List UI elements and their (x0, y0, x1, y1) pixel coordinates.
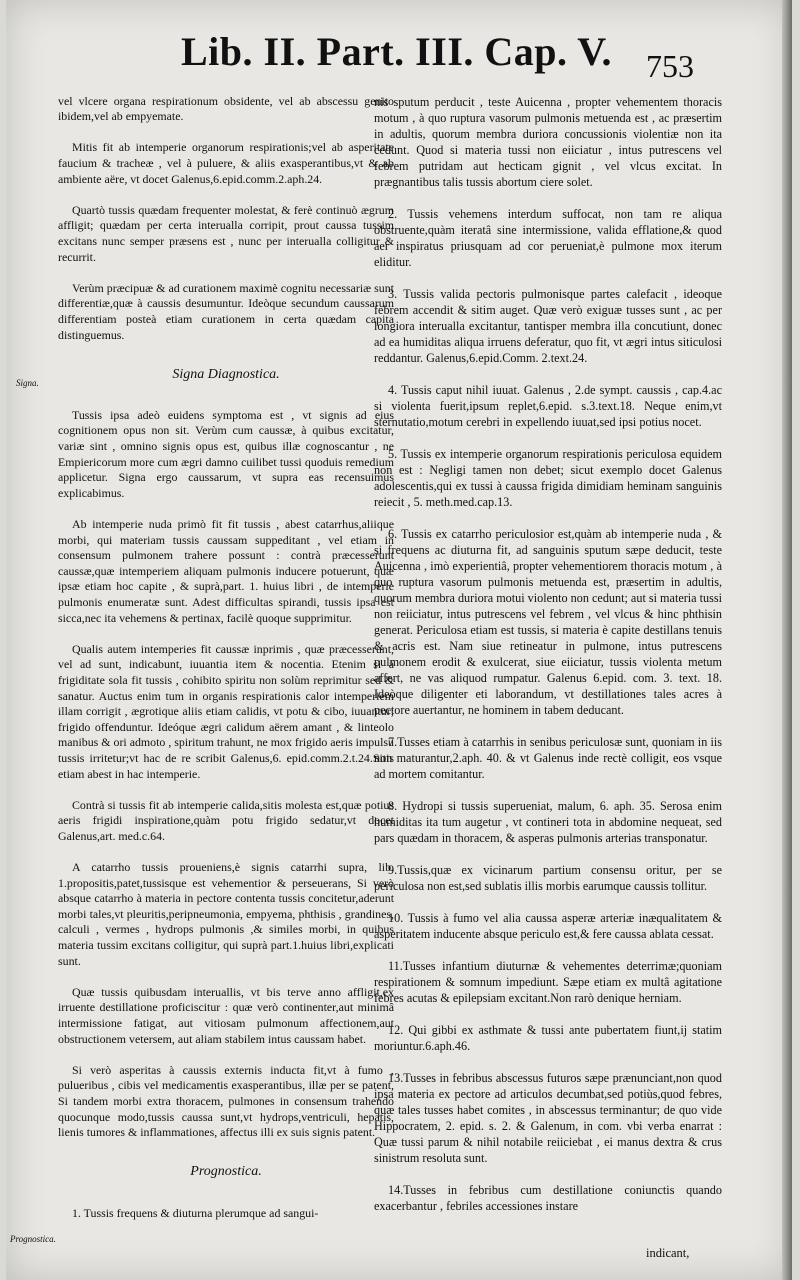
paragraph: 6. Tussis ex catarrho periculosior est,quàm ab intemperie nuda , & si frequens ac diuturna fit, ad sanguinis sputum sæpe deducit, teste Auicenna , imò experientiâ, propter vehementiorem thoracis motum , à quo ruptura vasorum pulmonis metuenda est, præsertim in adultis, quorum membra duriora motui violento non cedunt; aut si materia tussi non reiiciatur, intus putrescens vel febrem , vel vlcus & hinc phthisin generat. Periculosa etiam est tussis, si materia è capite destillans tenuis & acris est. Nam siue retineatur in pulmone, intus putrescens pulmonem erodit & exulcerat, siue eiiciatur, tussis violenta metum affert, ne vas aliquod rumpatur. Galenus 6.epid. com. 3. text. 18. Ideòque diligenter eti laborandum, vt destillationes tales acres à pectore auertantur, ne hominem in tabem deducant. (374, 527, 722, 717)
section-heading-signa: Signa Diagnostica. (172, 366, 280, 382)
paragraph: 5. Tussis ex intemperie organorum respirationis periculosa equidem non est : Negligi tamen non debet; sicut exemplo docet Galenus adolescentis,qui ex tussi à caussa frigida dimidiam heminam sanguinis reiecit , 5. meth.med.cap.13. (374, 447, 722, 509)
paragraph: Quæ tussis quibusdam interuallis, vt bis terve anno affligit,ex irruente destillatione proficiscitur : quæ verò continenter,aut minimâ intermissione fatigat, aut vitiosam pulmonum affectionem,aut obstructionem vetersem, aut aliam stabilem intus caussam habet. (58, 984, 394, 1046)
paragraph: Quartò tussis quædam frequenter molestat, & ferè continuò ægrum affligit; quædam per certa interualla corripit, prout caussa tussim excitans nunc semper præsens est , nunc per interualla colligitur & recurrit. (58, 202, 394, 264)
paragraph: Si verò asperitas à caussis externis inducta fit,vt à fumo , pulueribus , cibis vel medicamentis exasperantibus, illæ per se patent, Si tandem morbi extra thoracem, pulmones in consensum trahendo quocunque modo,tussis caussa sunt,vt hydrops,ventriculi, hepatis, lienis tumores & inflammationes, affectus illi ex suis signis patent. (58, 1062, 394, 1140)
paragraph: Ab intemperie nuda primò fit fit tussis , abest catarrhus,aliique morbi, qui materiam tussis caussam suppeditant , vel etiam in consensum pulmonem trahere possunt : contrà præcesserunt caussæ,quæ intemperiem aliquam pulmonis inducere potuerunt, quæ ipsæ etiam hoc capite , & suprà,part. 1. huius libri , de intemperie pulmonis enumeratæ sunt. Adest difficultas spirandi, tussis ipsa est sicca,nec ita vehemens & pertinax, facilè quoque supprimitur. (58, 517, 394, 625)
section-heading-prognostica: Prognostica. (190, 1164, 262, 1180)
paragraph: Verùm præcipuæ & ad curationem maximè cognitu necessariæ sunt differentiæ,quæ à caussis desumuntur. Ideòque secundum caussarum differentiam posteà etiam curationem in certa quædam capita distinguemus. (58, 280, 394, 342)
paragraph: A catarrho tussis proueniens,è signis catarrhi supra, lib. 1.propositis,patet,tussisque est vehementior & perseuerans, Si verò absque catarrho à materia in pectore contenta tussis concitetur,aderunt morbi tales,vt pleuritis,peripneumonia, empyema, phthisis , grandines, calculi , vermes , hydrops pulmonis ,& similes morbi, in quibus materia tussim excitans colligitur, qui suprà part.1.huius libri,explicati sunt. (58, 860, 394, 968)
paragraph: Qualis autem intemperies fit caussæ inprimis , quæ præcesserunt, vel ad sunt, indicabunt, iuuantia item & nocentia. Etenim si à frigiditate sola fit tussis , cohibito spiritu non solùm reprimitur sed & sanatur. Auctus enim tum in organis respirationis calor intemperiem illam corrigit , ægrotique aliis etiam calidis, vt potu & cibo, iuuantur; frigido offenduntur. Ideóque ægri calidum aërem amant , & linteolo manibus & ori admoto , spiritum trahunt, ne mox frigido aeris impulsu tussis irritetur;vt hac de re scribit Galenus,6. epid.comm.2.t.24.Sitis etiam abest in hac intemperie. (58, 641, 394, 781)
paragraph: 2. Tussis vehemens interdum suffocat, non tam re aliqua obstruente,quàm iteratâ sine intermissione, valida efflatione,& quod aer inspiratus priusquam ad cor perueniat,è pulmone mox iterum eliditur. (374, 207, 722, 269)
paragraph: 4. Tussis caput nihil iuuat. Galenus , 2.de sympt. caussis , cap.4.ac si violenta fuerit,ipsum replet,6.epid. s.3.text.18. Neque enim,vt sternutatio,motum cerebri in expellendo iuuat,sed ipsi potius nocet. (374, 383, 722, 429)
paragraph: Mitis fit ab intemperie organorum respirationis;vel ab asperitate faucium & tracheæ , vel à puluere, & aliis exasperantibus,vt & ab ambiente aëre, vt docet Galenus,6.epid.comm.2.aph.24. (58, 140, 394, 186)
margin-note-prognostica: Prognostica. (10, 1234, 56, 1244)
paragraph: 10. Tussis à fumo vel alia caussa asperæ arteriæ inæqualitatem & asperitatem inducente absque periculo est,& fere caussa ablata cessat. (374, 911, 722, 941)
paragraph: 13.Tusses in febribus abscessus futuros sæpe prænunciant,non quod ipsa materia ex pectore ad articulos decumbat,sed potiùs,quod febres, quæ tales tusses habet comites , in abscessus terminantur; de quo vide Hippocratem, 2. epid. s. 2. & Galenum, in com. vbi verba enarrat : Quæ tussi parum & nihil notabile reiiciebat , ei manus dextra & crus sinistrum resoluta sunt. (374, 1071, 722, 1165)
paragraph: 7.Tusses etiam à catarrhis in senibus periculosæ sunt, quoniam in iis non maturantur,2.aph. 40. & vt Galenus inde rectè colligit, eos vsque ad mortem comitantur. (374, 735, 722, 781)
left-column (58, 78, 394, 1237)
paragraph: Tussis ipsa adeò euidens symptoma est , vt signis ad eius cognitionem opus non sit. Verùm cum caussæ, à quibus excitatur, variæ sint , omnino signis opus est, quibus illæ cognoscantur , ne Empiericorum more cum ægri damno cuilibet tussi quoduis remedium applicetur. Signa ergo caussarum, vt supra eas recensuimus explicabimus. (58, 407, 394, 500)
running-title: Lib. II. Part. III. Cap. V. (181, 29, 613, 74)
page-header (6, 29, 792, 84)
catchword: indicant, (646, 1246, 690, 1260)
right-column (374, 78, 722, 1230)
book-page (6, 0, 792, 1280)
paragraph: nis sputum perducit , teste Auicenna , propter vehementem thoracis motum , à quo ruptura vasorum pulmonis metuenda est , ac præsertim in adultis, quorum membra duriora concussionis violentiæ non ita cedunt. Quod si materia tussi non eiiciatur , intus putrescens vel febrem putridam aut hecticam gignit , vel vlcus excitat. In prægnantibus talis tussis abortum ciere solet. (374, 95, 722, 189)
paragraph: Contrà si tussis fit ab intemperie calida,sitis molesta est,quæ potius aeris frigidi inspiratione,quàm potu frigido sedatur,vt docet Galenus,art. med.c.64. (58, 797, 394, 843)
paragraph: 9.Tussis,quæ ex vicinarum partium consensu oritur, per se periculosa non est,sed sublatis illis morbis earumque caussis tollitur. (374, 863, 722, 893)
paragraph: vel vlcere organa respirationum obsidente, vel ab abscessu genito ibidem,vel ab empyemate. (58, 93, 394, 124)
paragraph: 14.Tusses in febribus cum destillatione coniunctis quando exacerbantur , febriles accessiones instare (374, 1183, 722, 1213)
page-number: 753 (646, 48, 694, 84)
margin-note-signa: Signa. (16, 378, 39, 388)
paragraph: 8. Hydropi si tussis superueniat, malum, 6. aph. 35. Serosa enim humiditas ita tum augetur , vt contineri tota in abdomine nequeat, sed pars quædam in thoracem, & asperas pulmonis arterias transponatur. (374, 799, 722, 845)
paragraph: 11.Tusses infantium diuturnæ & vehementes deterrimæ;quoniam respirationem & somnum impediunt. Sæpe etiam ex multâ agitatione febres acutas & epilepsiam excitant.Non rarò denique herniam. (374, 959, 722, 1005)
paragraph: 1. Tussis frequens & diuturna plerumque ad sangui- (72, 1205, 319, 1220)
paragraph: 3. Tussis valida pectoris pulmonisque partes calefacit , ideoque febrem accendit & sitim auget. Quæ verò exiguæ tusses sunt , ac per longiora interualla excitantur, tantisper membra illa concutiunt, donec ad ea humiditas aliqua irruens deferatur, quo fit, vt ægri intus siticulosi reddantur. Galenus,6.epid.Comm. 2.text.24. (374, 287, 722, 365)
paragraph: 12. Qui gibbi ex asthmate & tussi ante pubertatem fiunt,ij statim moriuntur.6.aph.46. (374, 1023, 722, 1053)
page-edge-shadow (782, 0, 792, 1280)
